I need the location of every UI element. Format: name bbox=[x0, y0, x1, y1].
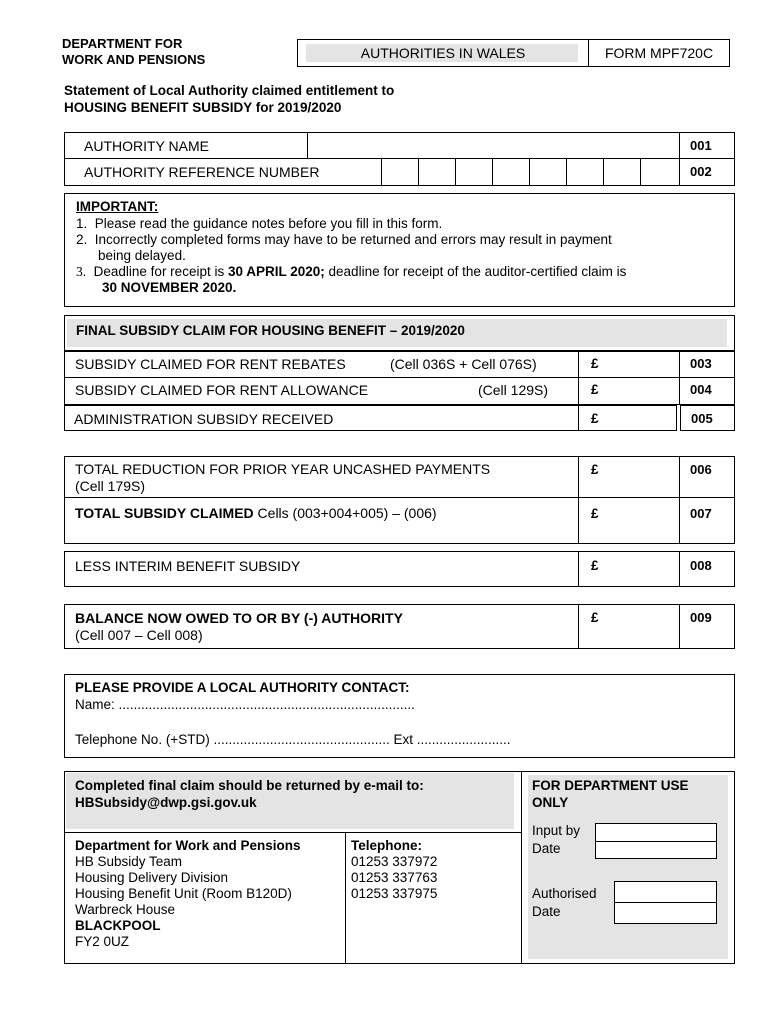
total-subsidy-amount-field[interactable] bbox=[604, 499, 677, 542]
balance-amount-field[interactable] bbox=[604, 606, 677, 647]
deadline-receipt: 30 APRIL 2020; bbox=[227, 264, 325, 279]
code-008: 008 bbox=[690, 558, 712, 573]
authority-ref-field[interactable] bbox=[381, 158, 679, 186]
dept-use-heading: FOR DEPARTMENT USE ONLY bbox=[532, 778, 689, 810]
pound-sign: £ bbox=[591, 610, 599, 625]
authorised-label: Authorised bbox=[532, 886, 597, 901]
authorities-label: AUTHORITIES IN WALES bbox=[360, 45, 526, 61]
important-item-2: Incorrectly completed forms may have to be returned and errors may result in payment bbox=[94, 232, 612, 247]
rent-allowance-amount-field[interactable] bbox=[604, 379, 677, 401]
interim-label: LESS INTERIM BENEFIT SUBSIDY bbox=[75, 558, 301, 574]
important-list: 1. Please read the guidance notes before you fill in this form. 2. Incorrectly completed forms may have to be returned and errors may result in payment being delayed. 3. Deadline for receipt is 30 APRIL 2020; deadline for receipt of the auditor-certified claim is 30 NOVEMBER 2020. bbox=[76, 216, 627, 295]
form-title bbox=[64, 82, 394, 116]
code-003: 003 bbox=[690, 356, 712, 371]
important-heading: IMPORTANT: bbox=[76, 199, 159, 214]
authorised-field[interactable] bbox=[614, 881, 717, 903]
important-item-1: Please read the guidance notes before you fill in this form. bbox=[94, 216, 443, 231]
authority-name-field[interactable] bbox=[309, 134, 677, 156]
authority-ref-label: AUTHORITY REFERENCE NUMBER bbox=[84, 164, 320, 180]
department-name bbox=[62, 36, 205, 68]
authorities-box bbox=[297, 39, 589, 67]
return-address: Department for Work and Pensions HB Subsidy Team Housing Delivery Division Housing Benefit Unit (Room B120D) Warbreck House BLACKPOOL FY2 0UZ bbox=[75, 838, 301, 949]
authorised-date-field[interactable] bbox=[614, 902, 717, 924]
admin-subsidy-label: ADMINISTRATION SUBSIDY RECEIVED bbox=[74, 411, 334, 427]
authorised-date-label: Date bbox=[532, 904, 561, 919]
contact-name-field[interactable]: Name: ............................................................................... bbox=[75, 697, 415, 712]
admin-subsidy-label-box bbox=[64, 405, 579, 431]
contact-telephone-field[interactable]: Telephone No. (+STD) ............................................... Ext ......................... bbox=[75, 732, 511, 747]
pound-sign: £ bbox=[591, 382, 599, 397]
input-date-field[interactable] bbox=[595, 841, 717, 859]
code-009: 009 bbox=[690, 610, 712, 625]
rent-rebates-amount-field[interactable] bbox=[604, 353, 677, 375]
code-005-box bbox=[680, 405, 735, 431]
return-telephones: Telephone: 01253 337972 01253 337763 01253 337975 bbox=[351, 838, 438, 901]
deadline-auditor: 30 NOVEMBER 2020. bbox=[102, 280, 237, 295]
return-instructions: Completed final claim should be returned by e-mail to: HBSubsidy@dwp.gsi.gov.uk bbox=[75, 778, 424, 810]
final-claim-heading-box bbox=[64, 315, 735, 351]
reduction-label: TOTAL REDUCTION FOR PRIOR YEAR UNCASHED PAYMENTS (Cell 179S) bbox=[75, 461, 491, 494]
department-line2: WORK AND PENSIONS bbox=[62, 52, 206, 67]
rent-rebates-label: SUBSIDY CLAIMED FOR RENT REBATES bbox=[75, 356, 346, 372]
input-by-field[interactable] bbox=[595, 823, 717, 842]
balance-label: BALANCE NOW OWED TO OR BY (-) AUTHORITY (Cell 007 – Cell 008) bbox=[75, 610, 403, 643]
form-id-box bbox=[588, 39, 730, 67]
important-item-2-cont: being delayed. bbox=[98, 248, 186, 263]
pound-sign: £ bbox=[591, 506, 599, 521]
title-line1: Statement of Local Authority claimed entitlement to bbox=[64, 83, 395, 98]
code-005: 005 bbox=[691, 411, 713, 426]
code-004: 004 bbox=[690, 382, 712, 397]
code-007: 007 bbox=[690, 506, 712, 521]
pound-sign: £ bbox=[591, 462, 599, 477]
input-by-label: Input by bbox=[532, 823, 581, 838]
code-006: 006 bbox=[690, 462, 712, 477]
pound-sign: £ bbox=[591, 558, 599, 573]
code-002: 002 bbox=[690, 164, 712, 179]
title-line2: HOUSING BENEFIT SUBSIDY for 2019/2020 bbox=[64, 100, 342, 115]
form-id: FORM MPF720C bbox=[604, 45, 714, 61]
pound-sign: £ bbox=[591, 411, 599, 426]
interim-amount-field[interactable] bbox=[604, 553, 677, 585]
code-001: 001 bbox=[690, 138, 712, 153]
admin-subsidy-amount-field[interactable] bbox=[578, 405, 677, 431]
rent-rebates-cell-ref: (Cell 036S + Cell 076S) bbox=[390, 356, 537, 372]
authority-name-label: AUTHORITY NAME bbox=[84, 138, 209, 154]
contact-heading: PLEASE PROVIDE A LOCAL AUTHORITY CONTACT: bbox=[75, 680, 410, 695]
rent-allowance-label: SUBSIDY CLAIMED FOR RENT ALLOWANCE bbox=[75, 382, 369, 398]
final-claim-heading: FINAL SUBSIDY CLAIM FOR HOUSING BENEFIT – 2019/2020 bbox=[76, 323, 465, 338]
total-subsidy-label: TOTAL SUBSIDY CLAIMED Cells (003+004+005) – (006) bbox=[75, 505, 437, 521]
rent-allowance-cell-ref: (Cell 129S) bbox=[478, 382, 549, 398]
reduction-amount-field[interactable] bbox=[604, 458, 677, 495]
department-line1: DEPARTMENT FOR bbox=[62, 36, 183, 51]
input-date-label: Date bbox=[532, 841, 561, 856]
pound-sign: £ bbox=[591, 356, 599, 371]
return-email: HBSubsidy@dwp.gsi.gov.uk bbox=[75, 795, 257, 810]
